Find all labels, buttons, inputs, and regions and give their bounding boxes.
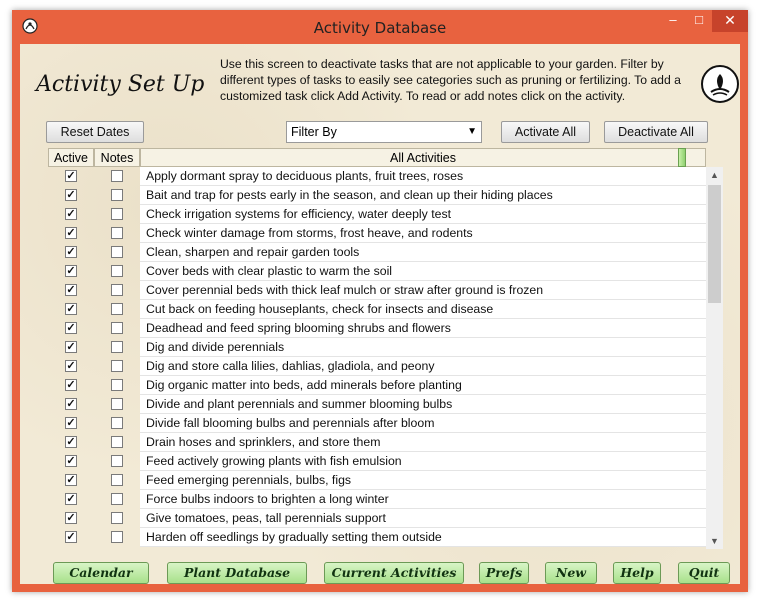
active-checkbox[interactable]: ✓ (66, 455, 76, 467)
reset-dates-button[interactable]: Reset Dates (46, 121, 144, 143)
activate-all-button[interactable]: Activate All (501, 121, 590, 143)
active-checkbox[interactable]: ✓ (66, 246, 76, 258)
maximize-icon[interactable]: □ (695, 12, 703, 27)
notes-checkbox[interactable] (111, 322, 123, 334)
notes-checkbox[interactable] (111, 493, 123, 505)
activity-cell[interactable]: Divide fall blooming bulbs and perennials after bloom (140, 414, 706, 433)
page-title: Activity Set Up (36, 72, 205, 97)
activity-cell[interactable]: Check winter damage from storms, frost heave, and rodents (140, 224, 706, 243)
window-title: Activity Database (313, 19, 447, 37)
vertical-scrollbar[interactable] (706, 167, 723, 549)
active-checkbox[interactable]: ✓ (66, 417, 76, 429)
active-checkbox[interactable]: ✓ (66, 360, 76, 372)
table-row[interactable] (48, 528, 708, 547)
column-header-active[interactable]: Active (48, 148, 94, 167)
column-header-activities[interactable]: All Activities (140, 148, 706, 167)
table-row[interactable] (48, 376, 708, 395)
notes-checkbox[interactable] (111, 512, 123, 524)
table-row[interactable] (48, 319, 708, 338)
scroll-up-icon[interactable]: ▲ (710, 170, 719, 180)
table-row[interactable] (48, 300, 708, 319)
current-activities-button[interactable]: Current Activities (324, 562, 464, 584)
notes-checkbox[interactable] (111, 398, 123, 410)
activity-cell[interactable]: Clean, sharpen and repair garden tools (140, 243, 706, 262)
activity-cell[interactable]: Harden off seedlings by gradually setting them outside (140, 528, 706, 547)
activity-cell[interactable]: Check irrigation systems for efficiency, water deeply test (140, 205, 706, 224)
activity-cell[interactable]: Divide and plant perennials and summer blooming bulbs (140, 395, 706, 414)
active-checkbox[interactable]: ✓ (66, 493, 76, 505)
filter-by-select[interactable] (286, 121, 482, 143)
activity-cell[interactable]: Deadhead and feed spring blooming shrubs and flowers (140, 319, 706, 338)
notes-checkbox[interactable] (111, 531, 123, 543)
table-row[interactable] (48, 205, 708, 224)
active-checkbox[interactable]: ✓ (66, 265, 76, 277)
activity-cell[interactable]: Give tomatoes, peas, tall perennials support (140, 509, 706, 528)
active-checkbox[interactable]: ✓ (66, 322, 76, 334)
notes-checkbox[interactable] (111, 341, 123, 353)
active-checkbox[interactable]: ✓ (66, 512, 76, 524)
notes-checkbox[interactable] (111, 265, 123, 277)
active-checkbox[interactable]: ✓ (66, 303, 76, 315)
activity-cell[interactable]: Drain hoses and sprinklers, and store them (140, 433, 706, 452)
quit-button[interactable]: Quit (678, 562, 730, 584)
notes-checkbox[interactable] (111, 170, 123, 182)
scroll-thumb[interactable] (708, 185, 721, 303)
table-row[interactable] (48, 338, 708, 357)
notes-checkbox[interactable] (111, 246, 123, 258)
table-row[interactable] (48, 490, 708, 509)
notes-checkbox[interactable] (111, 208, 123, 220)
activity-cell[interactable]: Dig and divide perennials (140, 338, 706, 357)
notes-checkbox[interactable] (111, 474, 123, 486)
table-header (48, 148, 708, 167)
prefs-button[interactable]: Prefs (479, 562, 529, 584)
table-row[interactable] (48, 243, 708, 262)
active-checkbox[interactable]: ✓ (66, 284, 76, 296)
activity-cell[interactable]: Feed emerging perennials, bulbs, figs (140, 471, 706, 490)
header-green-bar (678, 148, 686, 167)
new-button[interactable]: New (545, 562, 597, 584)
table-row[interactable] (48, 433, 708, 452)
activity-cell[interactable]: Apply dormant spray to deciduous plants, fruit trees, roses (140, 167, 706, 186)
title-bar[interactable] (12, 10, 748, 44)
notes-checkbox[interactable] (111, 379, 123, 391)
active-checkbox[interactable]: ✓ (66, 436, 76, 448)
active-checkbox[interactable]: ✓ (66, 189, 76, 201)
active-checkbox[interactable]: ✓ (66, 170, 76, 182)
app-window (12, 10, 748, 592)
garden-logo-icon (700, 64, 740, 104)
activity-cell[interactable]: Feed actively growing plants with fish emulsion (140, 452, 706, 471)
table-row[interactable] (48, 262, 708, 281)
help-button[interactable]: Help (613, 562, 661, 584)
chevron-down-icon: ▼ (467, 126, 477, 137)
table-row[interactable] (48, 281, 708, 300)
filter-by-value: Filter By (291, 125, 337, 139)
notes-checkbox[interactable] (111, 360, 123, 372)
activity-cell[interactable]: Cover perennial beds with thick leaf mulch or straw after ground is frozen (140, 281, 706, 300)
active-checkbox[interactable]: ✓ (66, 227, 76, 239)
deactivate-all-button[interactable]: Deactivate All (604, 121, 708, 143)
activity-table (48, 167, 708, 547)
scroll-down-icon[interactable]: ▼ (710, 536, 719, 546)
active-checkbox[interactable]: ✓ (66, 531, 76, 543)
table-row[interactable] (48, 167, 708, 186)
active-checkbox[interactable]: ✓ (66, 208, 76, 220)
notes-checkbox[interactable] (111, 455, 123, 467)
instructions-text: Use this screen to deactivate tasks that are not applicable to your garden. Filter by different types of tasks to easily see categories such as pruning or fertilizing. To add a customized task click Add Activity. To read or add notes click on the activity. (220, 57, 681, 103)
active-checkbox[interactable]: ✓ (66, 474, 76, 486)
notes-checkbox[interactable] (111, 436, 123, 448)
minimize-icon[interactable]: – (669, 12, 677, 27)
activity-cell[interactable]: Dig and store calla lilies, dahlias, gladiola, and peony (140, 357, 706, 376)
plant-database-button[interactable]: Plant Database (167, 562, 307, 584)
activity-cell[interactable]: Force bulbs indoors to brighten a long winter (140, 490, 706, 509)
table-row[interactable] (48, 452, 708, 471)
table-row[interactable] (48, 357, 708, 376)
table-row[interactable] (48, 414, 708, 433)
active-checkbox[interactable]: ✓ (66, 341, 76, 353)
activity-cell[interactable]: Cover beds with clear plastic to warm the soil (140, 262, 706, 281)
table-row[interactable] (48, 509, 708, 528)
active-checkbox[interactable]: ✓ (66, 398, 76, 410)
client-area (20, 44, 740, 584)
notes-checkbox[interactable] (111, 417, 123, 429)
calendar-button[interactable]: Calendar (53, 562, 149, 584)
table-row[interactable] (48, 395, 708, 414)
activity-cell[interactable]: Dig organic matter into beds, add minerals before planting (140, 376, 706, 395)
active-checkbox[interactable]: ✓ (66, 379, 76, 391)
close-icon[interactable]: ✕ (712, 10, 748, 32)
column-header-notes[interactable]: Notes (94, 148, 140, 167)
notes-checkbox[interactable] (111, 284, 123, 296)
notes-checkbox[interactable] (111, 227, 123, 239)
table-row[interactable] (48, 224, 708, 243)
notes-checkbox[interactable] (111, 189, 123, 201)
activity-cell[interactable]: Bait and trap for pests early in the season, and clean up their hiding places (140, 186, 706, 205)
notes-checkbox[interactable] (111, 303, 123, 315)
activity-cell[interactable]: Cut back on feeding houseplants, check for insects and disease (140, 300, 706, 319)
table-row[interactable] (48, 471, 708, 490)
table-row[interactable] (48, 186, 708, 205)
